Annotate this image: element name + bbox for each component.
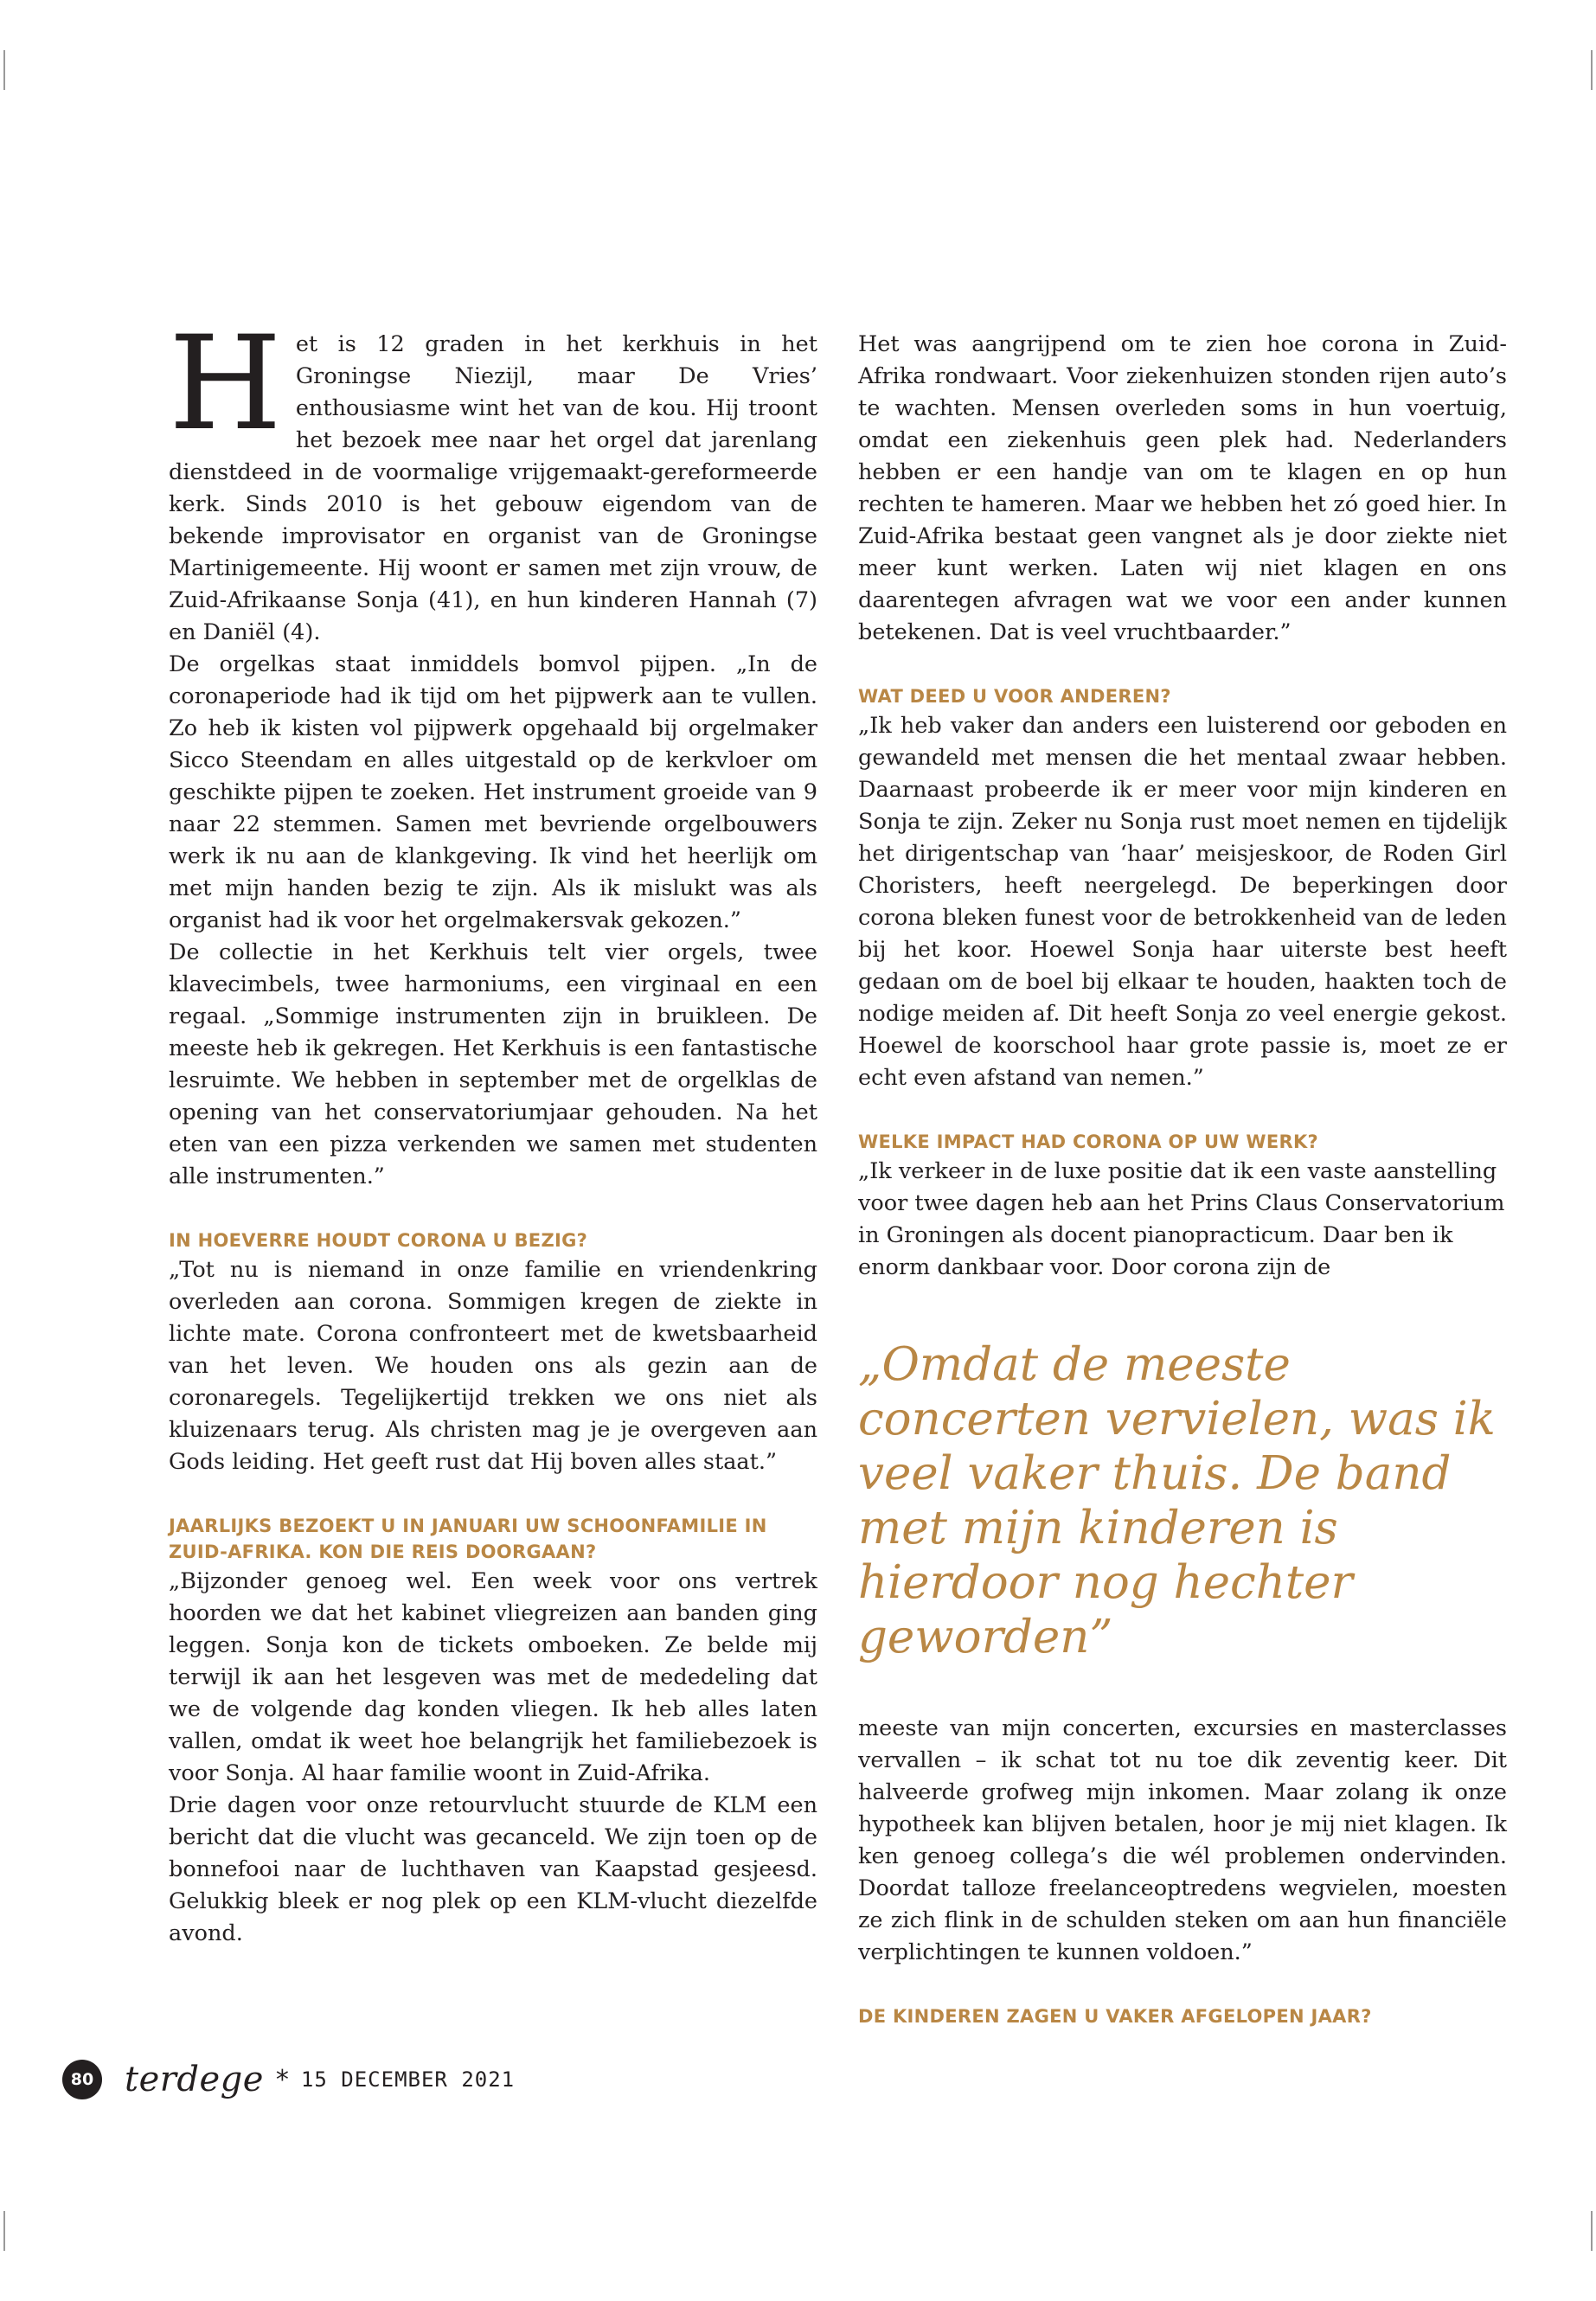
right-column xyxy=(858,329,1507,2030)
answer-south-africa: „Bijzonder genoeg wel. Een week voor ons vertrek hoorden we dat het kabinet vliegreizen aan banden ging leggen. Sonja kon de tickets omboeken. Ze belde mij terwijl ik aan het lesgeven was met de mededeling dat we de volgende dag konden vliegen. Ik heb alles laten vallen, omdat ik weet hoe belangrijk het familiebezoek is voor Sonja. Al haar familie woont in Zuid-Afrika. xyxy=(169,1568,817,1786)
paragraph-organ-pipes: De orgelkas staat inmiddels bomvol pijpen. „In de coronaperiode had ik tijd om het pijpwerk aan te vullen. Zo heb ik kisten vol pijpwerk opgehaald bij orgelmaker Sicco Steendam en alles uitgestald op de kerkvloer om geschikte pijpen te zoeken. Het instrument groeide van 9 naar 22 stemmen. Samen met bevriende orgelbouwers werk ik nu aan de klankgeving. Ik vind het heerlijk om met mijn handen bezig te zijn. Als ik mislukt was als organist had ik voor het orgelmakersvak gekozen.” xyxy=(169,651,817,933)
paragraph-collection: De collectie in het Kerkhuis telt vier orgels, twee klavecimbels, twee harmoniums, een virginaal en een regaal. „Sommige instrumenten zijn in bruikleen. De meeste heb ik gekregen. Het Kerkhuis is een fantastische lesruimte. We hebben in september met de orgelklas de opening van het conservatoriumjaar gehouden. Na het eten van een pizza verkenden we samen met studenten alle instrumenten.” xyxy=(169,939,817,1189)
issue-date: 15 DECEMBER 2021 xyxy=(300,2067,516,2092)
answer-corona: „Tot nu is niemand in onze familie en vriendenkring overleden aan corona. Sommigen kregen de ziekte in lichte mate. Corona confronteert met de kwetsbaarheid van het leven. We houden ons als gezin aan de coronaregels. Tegelijkertijd trekken we ons niet als kluizenaars terug. Als christen mag je je overgeven aan Gods leiding. Het geeft rust dat Hij boven alles staat.” xyxy=(169,1257,817,1475)
crop-mark-bottom-left xyxy=(3,2211,5,2251)
answer-work-impact-continued: meeste van mijn concerten, excursies en masterclasses vervallen – ik schat tot nu toe dik zeventig keer. Dit halveerde grofweg mijn inkomen. Maar zolang ik onze hypotheek kan blijven betalen, hoor je mij niet klagen. Ik ken genoeg collega’s die wél problemen ondervinden. Doordat talloze freelanceoptredens wegvielen, moesten ze zich flink in de schulden steken om aan hun financiële verplichtingen te kunnen voldoen.” xyxy=(858,1715,1507,1965)
paragraph-corona-south-africa: Het was aangrijpend om te zien hoe corona in Zuid-Afrika rondwaart. Voor ziekenhuizen stonden rijen auto’s te wachten. Mensen overleden soms in hun voertuig, omdat een ziekenhuis geen plek had. Nederlanders hebben er een handje van om te klagen en op hun rechten te hameren. Maar we hebben het zó goed hier. In Zuid-Afrika bestaat geen vangnet als je door ziekte niet meer kunt werken. Laten wij niet klagen en ons daarentegen afvragen wat we voor een ander kunnen betekenen. Dat is veel vruchtbaarder.” xyxy=(858,331,1507,645)
answer-others: „Ik heb vaker dan anders een luisterend oor geboden en gewandeld met mensen die het mentaal zwaar hebben. Daarnaast probeerde ik er meer voor mijn kinderen en Sonja te zijn. Zeker nu Sonja rust moet nemen en tijdelijk het dirigentschap van ‘haar’ meisjeskoor, de Roden Girl Choristers, heeft neergelegd. De beperkingen door corona bleken funest voor de betrokkenheid van de leden bij het koor. Hoewel Sonja haar uiterste best heeft gedaan om de boel bij elkaar te houden, haakten toch de nodige meiden af. Dit heeft Sonja zo veel energie gekost. Hoewel de koorschool haar grote passie is, moet ze er echt even afstand van nemen.” xyxy=(858,713,1507,1091)
drop-cap: H xyxy=(169,309,282,459)
magazine-logo: terdege xyxy=(125,2060,264,2099)
question-heading-corona: IN HOEVERRE HOUDT CORONA U BEZIG? xyxy=(169,1230,588,1251)
left-column xyxy=(169,309,817,1950)
answer-south-africa-flight: Drie dagen voor onze retourvlucht stuurde de KLM een bericht dat die vlucht was gecanceld. We zijn toen op de bonnefooi naar de luchthaven van Kaapstad gesjeesd. Gelukkig bleek er nog plek op een KLM-vlucht diezelfde avond. xyxy=(169,1792,817,1946)
page-number: 80 xyxy=(62,2060,102,2099)
question-heading-south-africa: JAARLIJKS BEZOEKT U IN JANUARI UW SCHOONFAMILIE IN ZUID-AFRIKA. KON DIE REIS DOORGAAN? xyxy=(169,1516,767,1562)
intro-text: et is 12 graden in het kerkhuis in het Groningse Niezijl, maar De Vries’ enthousiasme wint het van de kou. Hij troont het bezoek mee naar het orgel dat jarenlang dienstdeed in de voormalige vrijgemaakt-gereformeerde kerk. Sinds 2010 is het gebouw eigendom van de bekende improvisator en organist van de Groningse Martinigemeente. Hij woont er samen met zijn vrouw, de Zuid-Afrikaanse Sonja (41), en hun kinderen Hannah (7) en Daniël (4). xyxy=(169,331,817,645)
question-heading-others: WAT DEED U VOOR ANDEREN? xyxy=(858,686,1171,707)
pull-quote: „Omdat de meeste concerten vervielen, was ik veel vaker thuis. De band met mijn kinderen is hierdoor nog hechter geworden” xyxy=(858,1338,1496,1663)
answer-work-impact: „Ik verkeer in de luxe positie dat ik een vaste aanstelling voor twee dagen heb aan het Prins Claus Conservatorium in Groningen als docent pianopracticum. Daar ben ik enorm dankbaar voor. Door corona zijn de xyxy=(858,1158,1505,1280)
crop-mark-top-left xyxy=(3,50,5,90)
intro-paragraph xyxy=(169,309,817,649)
crop-mark-top-right xyxy=(1591,50,1593,90)
question-heading-work-impact: WELKE IMPACT HAD CORONA OP UW WERK? xyxy=(858,1131,1319,1152)
page-footer xyxy=(62,2054,515,2106)
question-heading-children: DE KINDEREN ZAGEN U VAKER AFGELOPEN JAAR? xyxy=(858,2006,1372,2027)
asterisk-icon: * xyxy=(275,2064,289,2095)
crop-mark-bottom-right xyxy=(1591,2211,1593,2251)
